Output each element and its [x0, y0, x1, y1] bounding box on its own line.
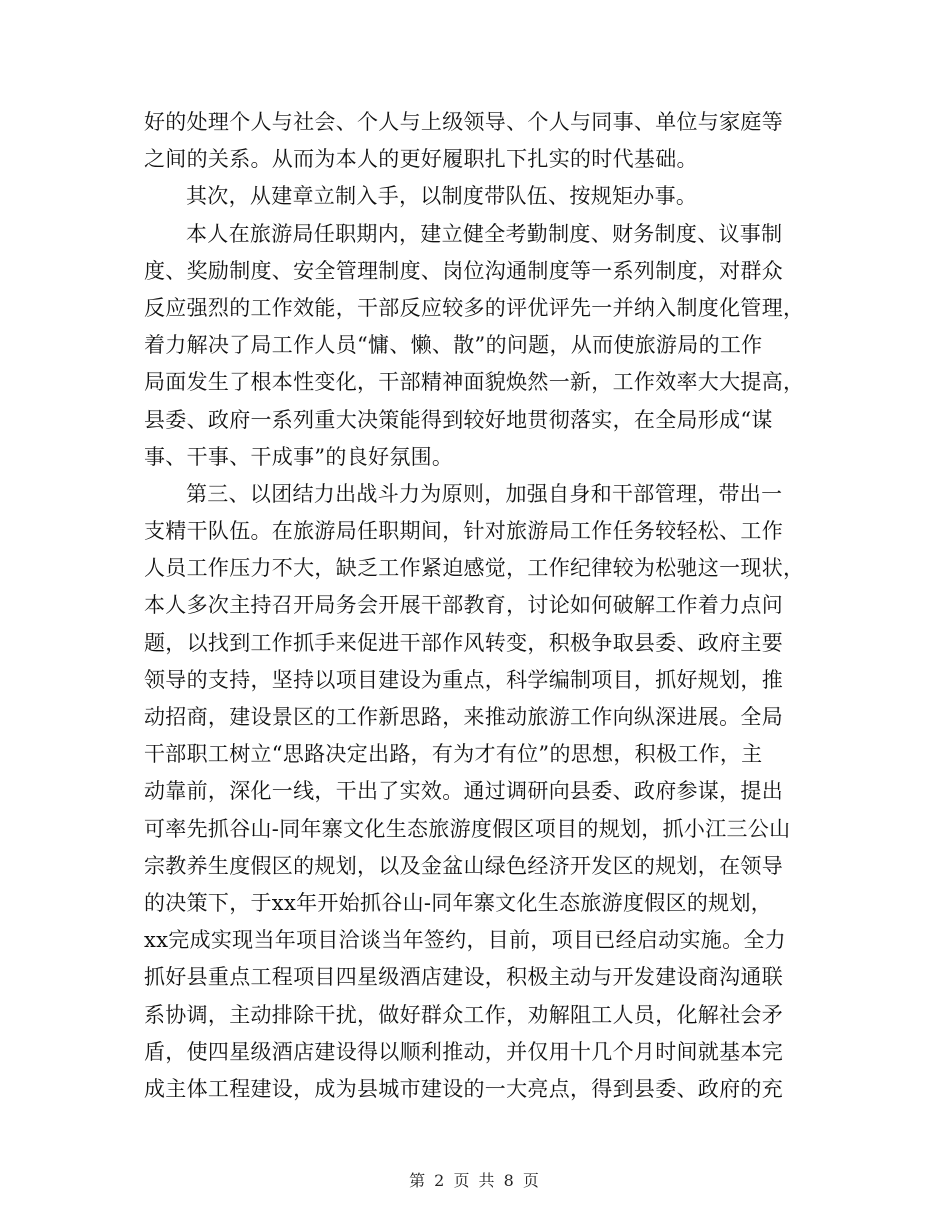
text-line: 动靠前，深化一线，干出了实效。通过调研向县委、政府参谋，提出 — [144, 779, 783, 804]
text-line: 干部职工树立“思路决定出路，有为才有位”的思想，积极工作，主 — [144, 742, 763, 767]
text-line: 县委、政府一系列重大决策能得到较好地贯彻落实，在全局形成“谋 — [144, 407, 773, 432]
text-line: 抓好县重点工程项目四星级酒店建设，积极主动与开发建设商沟通联 — [144, 965, 783, 990]
text-line: 系协调，主动排除干扰，做好群众工作，劝解阻工人员，化解社会矛 — [144, 1002, 783, 1027]
text-line: 第三、以团结力出战斗力为原则，加强自身和干部管理，带出一 — [186, 481, 783, 506]
text-line: 其次，从建章立制入手，以制度带队伍、按规矩办事。 — [186, 184, 698, 209]
document-body — [144, 104, 804, 1108]
text-line: 题，以找到工作抓手来促进干部作风转变，积极争取县委、政府主要 — [144, 630, 783, 655]
text-line: 本人多次主持召开局务会开展干部教育，讨论如何破解工作着力点问 — [144, 593, 783, 618]
text-line: xx完成实现当年项目洽谈当年签约，目前，项目已经启动实施。全力 — [144, 928, 786, 953]
text-line: 成主体工程建设，成为县城市建设的一大亮点，得到县委、政府的充 — [144, 1076, 783, 1101]
page-footer: 第 2 页 共 8 页 — [409, 1171, 541, 1190]
text-line: 本人在旅游局任职期内，建立健全考勤制度、财务制度、议事制 — [186, 221, 783, 246]
text-line: 领导的支持，坚持以项目建设为重点，科学编制项目，抓好规划，推 — [144, 667, 783, 692]
text-line: 着力解决了局工作人员“慵、懒、散”的问题，从而使旅游局的工作 — [144, 333, 763, 358]
text-line: 反应强烈的工作效能，干部反应较多的评优评先一并纳入制度化管理， — [144, 295, 805, 320]
text-line: 局面发生了根本性变化，干部精神面貌焕然一新，工作效率大大提高， — [144, 370, 805, 395]
text-line: 度、奖励制度、安全管理制度、岗位沟通制度等一系列制度，对群众 — [144, 258, 783, 283]
text-line: 动招商，建设景区的工作新思路，来推动旅游工作向纵深进展。全局 — [144, 705, 783, 729]
text-line: 人员工作压力不大，缺乏工作紧迫感觉，工作纪律较为松驰这一现状， — [144, 556, 805, 581]
text-line: 事、干事、干成事”的良好氛围。 — [144, 444, 454, 469]
text-line: 可率先抓谷山-同年寨文化生态旅游度假区项目的规划，抓小江三公山 — [144, 816, 791, 841]
text-line: 支精干队伍。在旅游局任职期间，针对旅游局工作任务较轻松、工作 — [144, 519, 783, 544]
text-line: 宗教养生度假区的规划，以及金盆山绿色经济开发区的规划，在领导 — [144, 853, 783, 878]
text-line: 之间的关系。从而为本人的更好履职扎下扎实的时代基础。 — [144, 147, 698, 172]
text-line: 盾，使四星级酒店建设得以顺利推动，并仅用十几个月时间就基本完 — [144, 1039, 783, 1064]
text-line: 的决策下，于xx年开始抓谷山-同年寨文化生态旅游度假区的规划， — [144, 890, 773, 915]
text-line: 好的处理个人与社会、个人与上级领导、个人与同事、单位与家庭等 — [144, 110, 783, 134]
